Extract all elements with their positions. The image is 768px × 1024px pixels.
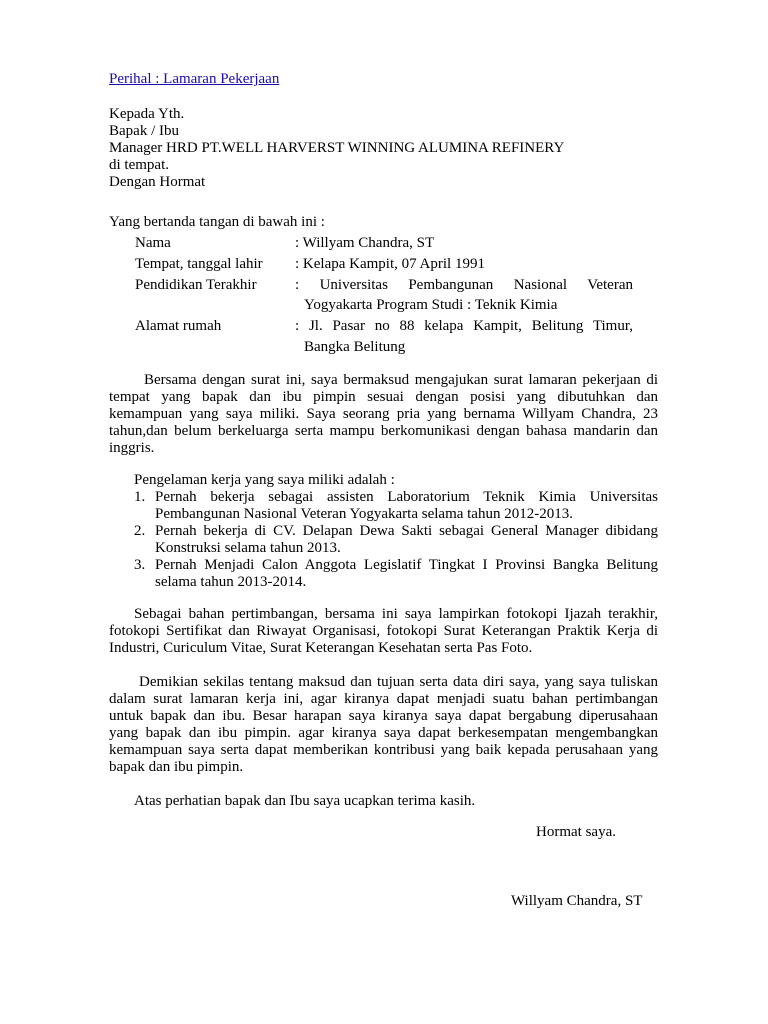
experience-item-number: 2.	[134, 523, 146, 539]
para2-line-3: Industri, Curiculum Vitae, Surat Keterangan Kesehatan serta Pas Foto.	[109, 640, 533, 656]
address-label: Alamat rumah	[135, 318, 222, 334]
name-label: Nama	[135, 235, 171, 251]
birth-label: Tempat, tanggal lahir	[135, 256, 263, 272]
experience-item-1-line-2: Pembangunan Nasional Veteran Yogyakarta selama tahun 2012-2013.	[155, 506, 573, 522]
experience-item-3-line-1: Pernah Menjadi Calon Anggota Legislatif Tingkat I Provinsi Bangka Belitung	[155, 557, 658, 573]
experience-item-2-line-2: Konstruksi selama tahun 2013.	[155, 540, 341, 556]
education-value-line-2: Yogyakarta Program Studi : Teknik Kimia	[304, 297, 558, 313]
para3-line-2: dalam surat lamaran kerja ini, agar kiranya dapat menjadi suatu bahan pertimbangan	[109, 691, 658, 707]
thanks-line: Atas perhatian bapak dan Ibu saya ucapkan terima kasih.	[134, 793, 476, 809]
para3-line-4: yang bapak dan ibu pimpin. agar kiranya saya dapat berkesempatan mengembangkan	[109, 725, 658, 741]
education-label: Pendidikan Terakhir	[135, 277, 257, 293]
para2-line-2: fotokopi Sertifikat dan Riwayat Organisasi, fotokopi Surat Keterangan Praktik Kerja di	[109, 623, 658, 639]
closing: Hormat saya.	[536, 824, 616, 840]
name-value: : Willyam Chandra, ST	[295, 235, 435, 251]
para1-line-4: tahun,dan belum berkeluarga serta mampu berkomunikasi dengan bahasa mandarin dan	[109, 423, 658, 439]
birth-value: : Kelapa Kampit, 07 April 1991	[295, 256, 485, 272]
para3-line-1: Demikian sekilas tentang maksud dan tujuan serta data diri saya, yang saya tuliskan	[139, 674, 658, 690]
experience-item-3-line-2: selama tahun 2013-2014.	[155, 574, 307, 590]
recipient-line-1: Kepada Yth.	[109, 106, 185, 122]
recipient-line-4: di tempat.	[109, 157, 169, 173]
experience-item-1-line-1: Pernah bekerja sebagai assisten Laboratorium Teknik Kimia Universitas	[155, 489, 658, 505]
experience-heading: Pengelaman kerja yang saya miliki adalah :	[134, 472, 395, 488]
education-value-line-1: : Universitas Pembangunan Nasional Veteran	[295, 277, 633, 293]
para1-line-2: tempat yang bapak dan ibu pimpin sesuai dengan posisi yang dibutuhkan dan	[109, 389, 658, 405]
recipient-line-3: Manager HRD PT.WELL HARVERST WINNING ALUMINA REFINERY	[109, 140, 565, 156]
recipient-line-2: Bapak / Ibu	[109, 123, 179, 139]
para3-line-6: bapak dan ibu pimpin.	[109, 759, 244, 775]
para3-line-5: kemampuan saya serta dapat memberikan kontribusi yang baik kepada perusahaan yang	[109, 742, 658, 758]
address-value-line-2: Bangka Belitung	[304, 339, 406, 355]
intro-line: Yang bertanda tangan di bawah ini :	[109, 214, 325, 230]
experience-item-2-line-1: Pernah bekerja di CV. Delapan Dewa Sakti sebagai General Manager dibidang	[155, 523, 658, 539]
address-value-line-1: : Jl. Pasar no 88 kelapa Kampit, Belitung Timur,	[295, 318, 633, 334]
para1-line-1: Bersama dengan surat ini, saya bermaksud mengajukan surat lamaran pekerjaan di	[144, 372, 658, 388]
subject-link[interactable]: Perihal : Lamaran Pekerjaan	[109, 71, 280, 87]
greeting: Dengan Hormat	[109, 174, 206, 190]
experience-item-number: 1.	[134, 489, 146, 505]
para2-line-1: Sebagai bahan pertimbangan, bersama ini saya lampirkan fotokopi Ijazah terakhir,	[134, 606, 658, 622]
para3-line-3: untuk bapak dan ibu. Besar harapan saya kiranya saya dapat bergabung diperusahaan	[109, 708, 658, 724]
para1-line-5: inggris.	[109, 440, 155, 456]
para1-line-3: kemampuan yang saya miliki. Saya seorang pria yang bernama Willyam Chandra, 23	[109, 406, 658, 422]
experience-item-number: 3.	[134, 557, 146, 573]
signature-name: Willyam Chandra, ST	[511, 893, 643, 909]
